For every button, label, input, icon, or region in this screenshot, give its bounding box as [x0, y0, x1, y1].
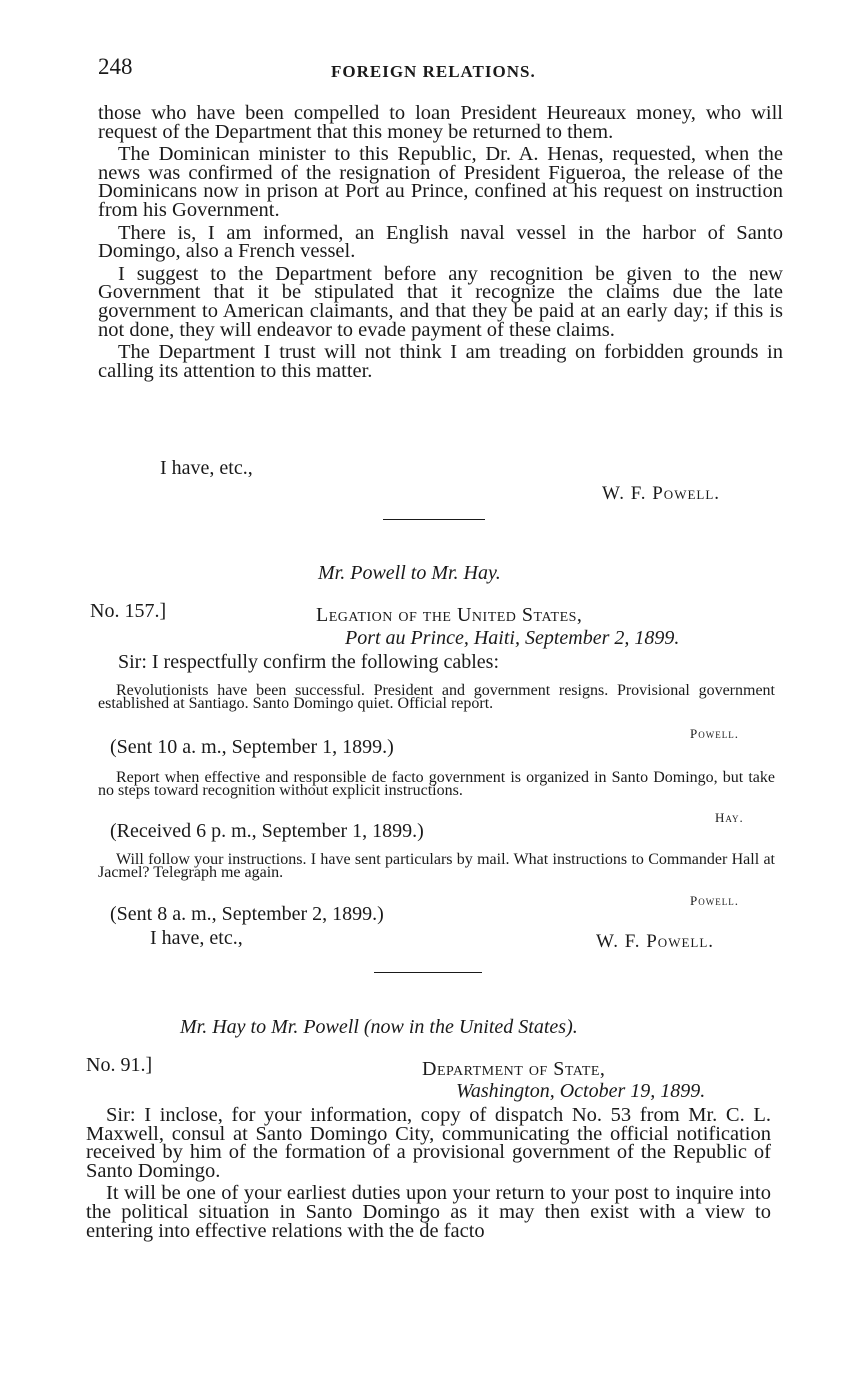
running-title: FOREIGN RELATIONS. — [331, 62, 536, 81]
office-name: Legation of the United States, — [316, 604, 583, 626]
cable-sent: (Received 6 p. m., September 1, 1899.) — [110, 820, 424, 842]
cable-text — [98, 853, 775, 879]
letter1-body — [98, 104, 783, 380]
section-divider — [374, 972, 482, 973]
page-number: 248 — [98, 54, 133, 79]
cable-signer: Powell. — [690, 893, 739, 908]
cable-body: Report when effective and responsible de facto government is organized in Santo Domingo, but take no steps toward recognition without explicit instructions. — [98, 769, 775, 799]
paragraph: The Department I trust will not think I am treading on forbidden grounds in calling its attention to this matter. — [98, 341, 783, 382]
paragraph: those who have been compelled to loan President Heureaux money, who will request of the Department that this money be returned to them. — [98, 102, 783, 143]
paragraph: Sir: I inclose, for your information, copy of dispatch No. 53 from Mr. C. L. Maxwell, consul at Santo Domingo City, communicating the official notification received by him of the formation of a provisional government of the Republic of Santo Domingo. — [86, 1104, 771, 1182]
cable-body: Revolutionists have been successful. President and government resigns. Provisional government established at Santiago. Santo Domingo quiet. Official report. — [98, 682, 775, 712]
section-divider — [383, 519, 485, 520]
cable-sent: (Sent 10 a. m., September 1, 1899.) — [110, 736, 394, 758]
signature: W. F. Powell. — [602, 483, 721, 504]
cable-signer: Powell. — [690, 726, 739, 741]
paragraph: I suggest to the Department before any recognition be given to the new Government that it be stipulated that it recognize the claims due the late government to American claimants, and that they be paid at an early day; if this is not done, they will endeavor to evade payment of these claims. — [98, 262, 783, 341]
letter3-body — [86, 1106, 771, 1240]
cable-signer: Hay. — [715, 810, 744, 825]
paragraph: It will be one of your earliest duties upon your return to your post to inquire into the political situation in Santo Domingo as it may then exist with a view to entering into effective relations with the de facto — [86, 1182, 771, 1242]
office-name: Department of State, — [422, 1058, 606, 1080]
dispatch-number: No. 157.] — [90, 600, 167, 622]
cable-body: Will follow your instructions. I have sent particulars by mail. What instructions to Commander Hall at Jacmel? Telegraph me again. — [98, 851, 775, 881]
cable-text — [98, 771, 775, 797]
letter-heading: Mr. Hay to Mr. Powell (now in the United States). — [180, 1016, 578, 1038]
cable-sent: (Sent 8 a. m., September 2, 1899.) — [110, 903, 384, 925]
paragraph: There is, I am informed, an English naval vessel in the harbor of Santo Domingo, also a French vessel. — [98, 221, 783, 263]
closing: I have, etc., — [150, 927, 243, 949]
signature: W. F. Powell. — [596, 931, 715, 952]
paragraph: The Dominican minister to this Republic, Dr. A. Henas, requested, when the news was confirmed of the resignation of President Figueroa, the release of the Dominicans now in prison at Port au Prince, confined at his request on instruction from his Government. — [98, 143, 783, 221]
closing: I have, etc., — [160, 457, 253, 479]
cable-text — [98, 684, 775, 710]
dispatch-number: No. 91.] — [86, 1054, 153, 1076]
letter-heading: Mr. Powell to Mr. Hay. — [318, 562, 501, 584]
place-date: Washington, October 19, 1899. — [456, 1080, 706, 1102]
salutation: Sir: I respectfully confirm the following cables: — [118, 651, 500, 673]
place-date: Port au Prince, Haiti, September 2, 1899. — [345, 627, 680, 649]
